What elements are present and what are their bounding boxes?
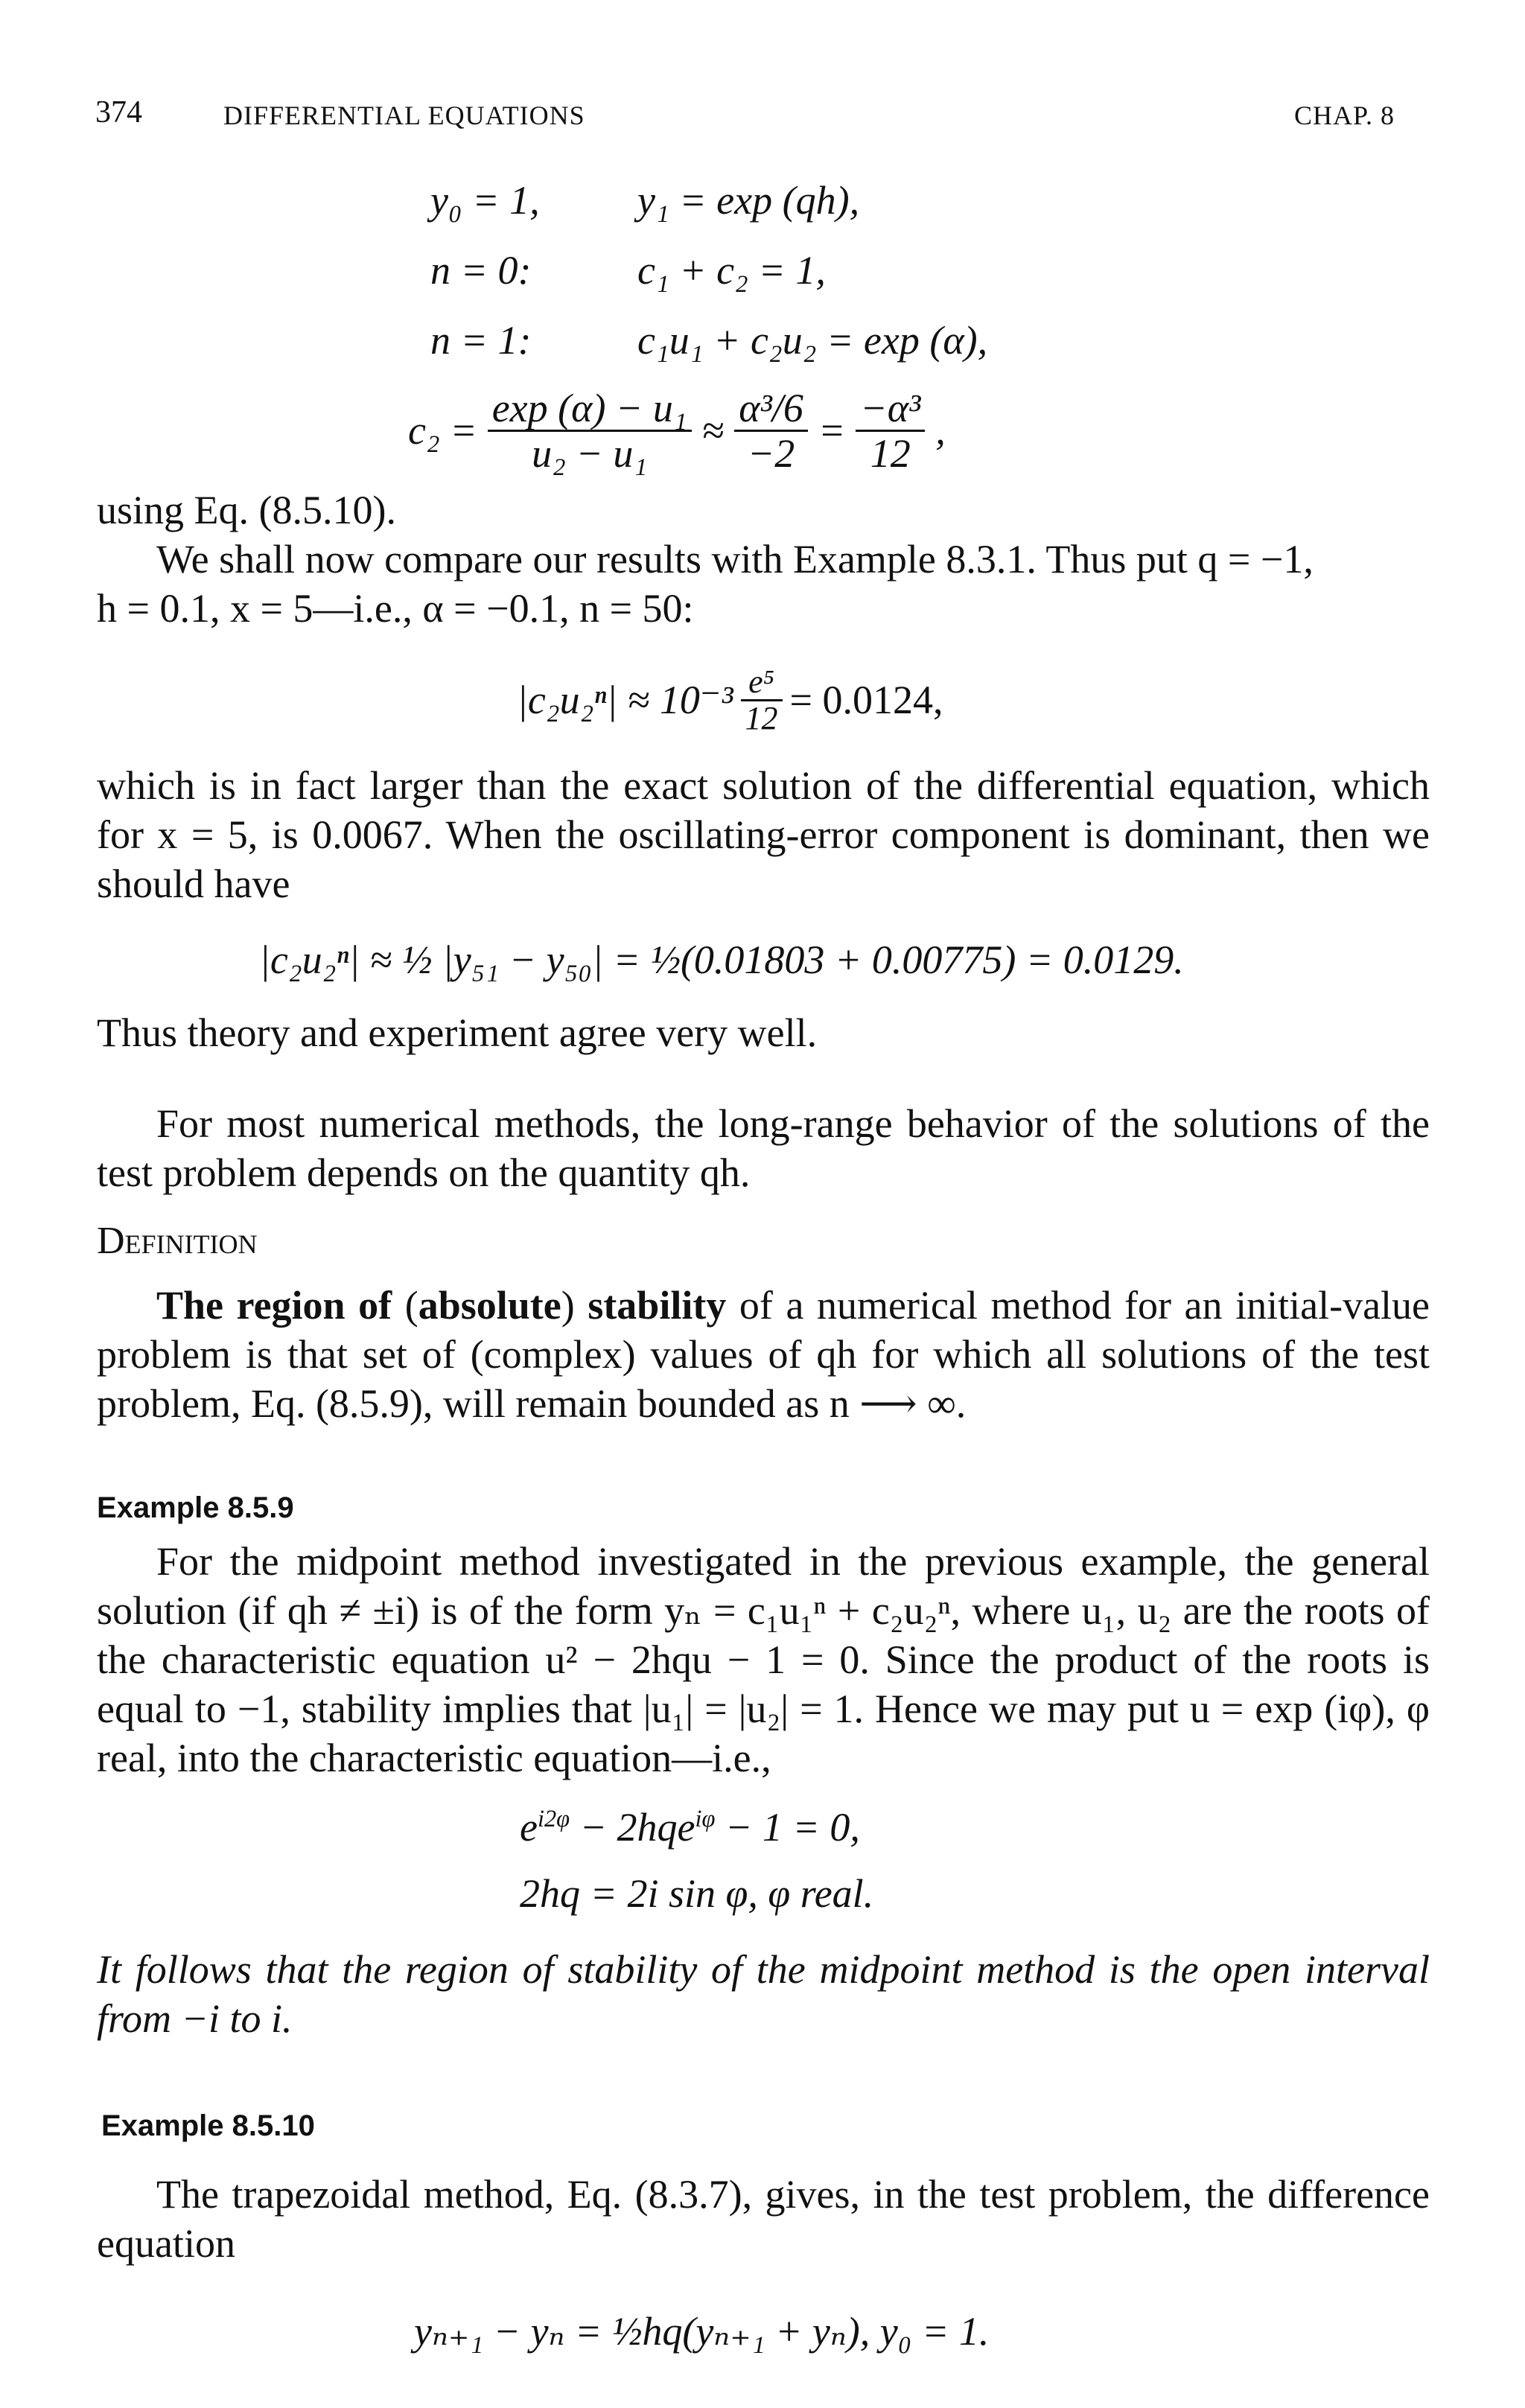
e5-fraction	[741, 665, 783, 736]
equation-c2	[408, 378, 946, 482]
example-8-5-10-heading: Example 8.5.10	[101, 2109, 315, 2142]
equation-oscillating: |c₂u₂ⁿ| ≈ ½ |y₅₁ − y₅₀| = ½(0.01803 + 0.00775) = 0.0129.	[259, 937, 1184, 982]
c2-denominator-1: u₂ − u₁	[532, 430, 648, 476]
definition-body: of a numerical method for an initial-value problem is that set of (complex) values of qh for which all solutions of the test problem, Eq. (8.5.9), will remain bounded as n ⟶ ∞.	[97, 1283, 1430, 1426]
error-estimate-right: = 0.0124,	[789, 678, 943, 722]
equation-n0: c₁ + c₂ = 1,	[637, 248, 826, 293]
compare-line-2: h = 0.1, x = 5—i.e., α = −0.1, n = 50:	[97, 586, 694, 631]
chapter-label: CHAP. 8	[1294, 101, 1395, 130]
definition-term-3: stability	[588, 1283, 727, 1328]
stability-conclusion: It follows that the region of stability of the midpoint method is the open interval from −i to i.	[97, 1947, 1430, 2041]
approx-sign: ≈	[701, 408, 725, 453]
theory-agree-text: Thus theory and experiment agree very well.	[97, 1010, 818, 1055]
error-estimate-left: |c₂u₂ⁿ| ≈ 10⁻³	[517, 678, 733, 722]
definition-paren-open: (	[392, 1283, 418, 1328]
definition-heading: Definition	[97, 1220, 258, 1262]
equation-n1: c₁u₁ + c₂u₂ = exp (α),	[637, 318, 988, 363]
char1-e: e	[520, 1805, 538, 1850]
definition-paren-close: )	[561, 1283, 588, 1328]
c2-fraction-2	[734, 386, 808, 475]
compare-line-1: We shall now compare our results with Example 8.3.1. Thus put q = −1,	[156, 537, 1314, 582]
running-title: DIFFERENTIAL EQUATIONS	[223, 101, 585, 130]
example-8-5-9-body: For the midpoint method investigated in the previous example, the general solution (if qh ≠ ±i) is of the form yₙ = c₁u₁ⁿ + c₂u₂ⁿ, where u₁, u₂ are the roots of the characteristic equation u² − 2hqu − 1 = 0. Since the product of the roots is equal to −1, stability implies that |u₁| = |u₂| = 1. Hence we may put u = exp (iφ), φ real, into the characteristic equation—i.e.,	[97, 1539, 1430, 1780]
example-8-5-10-body: The trapezoidal method, Eq. (8.3.7), gives, in the test problem, the difference equation	[97, 2172, 1430, 2266]
equation-n0-label: n = 0:	[430, 248, 532, 293]
equation-characteristic-2: 2hq = 2i sin φ, φ real.	[520, 1871, 874, 1916]
char1-mid: − 2hqe	[570, 1805, 695, 1850]
char1-exp-1: i2φ	[537, 1806, 570, 1832]
using-eq-text: using Eq. (8.5.10).	[97, 488, 396, 532]
equation-y0: y₀ = 1,	[430, 178, 540, 223]
equation-trapezoidal: yₙ₊₁ − yₙ = ½hq(yₙ₊₁ + yₙ), y₀ = 1.	[414, 2309, 990, 2354]
c2-denominator-2: −2	[747, 430, 795, 476]
which-paragraph: which is in fact larger than the exact solution of the differential equation, which for x = 5, is 0.0067. When the oscillating-error component is dominant, then we should have	[97, 763, 1430, 906]
definition-paragraph	[97, 1281, 1430, 1428]
c2-numerator-2: α³/6	[734, 386, 808, 432]
equation-error-estimate	[517, 648, 943, 752]
c2-numerator-3: −α³	[856, 386, 925, 432]
e5-numerator: e⁵	[741, 665, 783, 701]
char1-end: − 1 = 0,	[715, 1805, 860, 1850]
example-8-5-9-heading: Example 8.5.9	[97, 1491, 294, 1524]
page-number: 374	[95, 95, 142, 130]
c2-lhs: c₂ =	[408, 408, 477, 453]
c2-tail: ,	[935, 408, 946, 453]
c2-denominator-3: 12	[870, 430, 911, 476]
char1-exp-2: iφ	[695, 1806, 716, 1832]
most-methods-paragraph: For most numerical methods, the long-range behavior of the solutions of the test problem depends on the quantity qh.	[97, 1101, 1430, 1195]
c2-fraction-3	[856, 386, 925, 475]
c2-fraction-1	[488, 386, 692, 475]
equation-y1: y₁ = exp (qh),	[637, 178, 860, 223]
c2-numerator-1: exp (α) − u₁	[488, 386, 692, 432]
e5-denominator: 12	[745, 699, 778, 736]
definition-term-1: The region of	[156, 1283, 392, 1328]
equation-n1-label: n = 1:	[430, 318, 532, 363]
equation-characteristic-1	[520, 1794, 860, 1852]
equals-sign: =	[818, 408, 846, 453]
definition-term-2: absolute	[418, 1283, 561, 1328]
